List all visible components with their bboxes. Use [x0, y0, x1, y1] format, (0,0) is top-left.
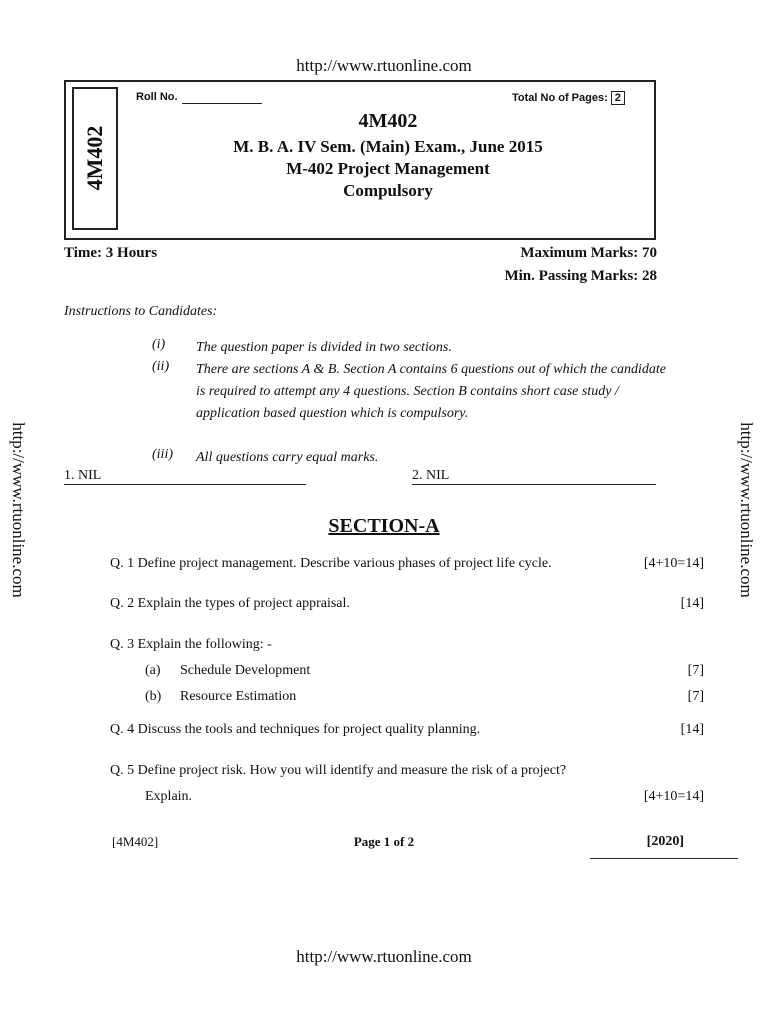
subject-title: M-402 Project Management	[286, 159, 490, 178]
watermark-left: http://www.rtuonline.com	[9, 422, 28, 598]
question-5: Q. 5 Define project risk. How you will identify and measure the risk of a project?	[110, 763, 567, 778]
watermark-bottom: http://www.rtuonline.com	[296, 947, 472, 966]
question-1: Q. 1 Define project management. Describe various phases of project life cycle.	[110, 556, 552, 571]
max-marks: Maximum Marks: 70	[520, 245, 657, 261]
watermark-top: http://www.rtuonline.com	[296, 56, 472, 75]
question-3a-text: Schedule Development	[180, 663, 311, 678]
pages-value: 2	[611, 91, 625, 105]
exam-title: M. B. A. IV Sem. (Main) Exam., June 2015	[233, 137, 543, 156]
paper-type: Compulsory	[343, 181, 433, 200]
question-4-marks: [14]	[680, 722, 704, 737]
footer-number: [2020]	[646, 834, 684, 849]
nil-item-1: 1. NIL	[64, 468, 306, 485]
question-3a-label: (a)	[145, 663, 161, 678]
roll-number	[136, 91, 262, 104]
instruction-num: (i)	[152, 337, 166, 352]
instruction-num: (iii)	[152, 447, 173, 462]
roll-label: Roll No.	[136, 91, 178, 103]
paper-code: 4M402	[358, 110, 418, 132]
footer-rule	[590, 858, 738, 859]
question-5-marks: [4+10=14]	[643, 789, 704, 804]
question-3b-label: (b)	[145, 689, 162, 704]
instruction-text: There are sections A & B. Section A contains 6 questions out of which the candidate is required to attempt any 4 questions. Section B contains short case study / application based question which is compulsory.	[196, 362, 666, 421]
question-1-marks: [4+10=14]	[643, 556, 704, 571]
paper-code-vertical: 4M402	[82, 125, 107, 191]
question-2-marks: [14]	[680, 596, 704, 611]
question-5-continued: Explain.	[145, 789, 193, 804]
instruction-num: (ii)	[152, 359, 170, 374]
pages-label: Total No of Pages:	[512, 92, 608, 104]
question-3b-marks: [7]	[687, 689, 704, 704]
instruction-text: The question paper is divided in two sections.	[196, 340, 452, 355]
min-marks: Min. Passing Marks: 28	[504, 268, 657, 284]
total-pages	[512, 91, 625, 105]
footer-code: [4M402]	[112, 834, 159, 849]
nil-item-2: 2. NIL	[412, 468, 656, 485]
time-info: Time: 3 Hours	[64, 245, 158, 261]
instruction-text: All questions carry equal marks.	[196, 450, 379, 465]
footer-page: Page 1 of 2	[353, 834, 415, 849]
question-2: Q. 2 Explain the types of project appraisal.	[110, 596, 350, 611]
question-3: Q. 3 Explain the following: -	[110, 637, 272, 652]
question-3a-marks: [7]	[687, 663, 704, 678]
question-3b-text: Resource Estimation	[180, 689, 297, 704]
section-title: SECTION-A	[328, 515, 440, 537]
watermark-right: http://www.rtuonline.com	[737, 422, 756, 598]
question-4: Q. 4 Discuss the tools and techniques for project quality planning.	[110, 722, 481, 737]
instructions-heading: Instructions to Candidates:	[64, 304, 218, 319]
roll-line	[182, 91, 262, 104]
